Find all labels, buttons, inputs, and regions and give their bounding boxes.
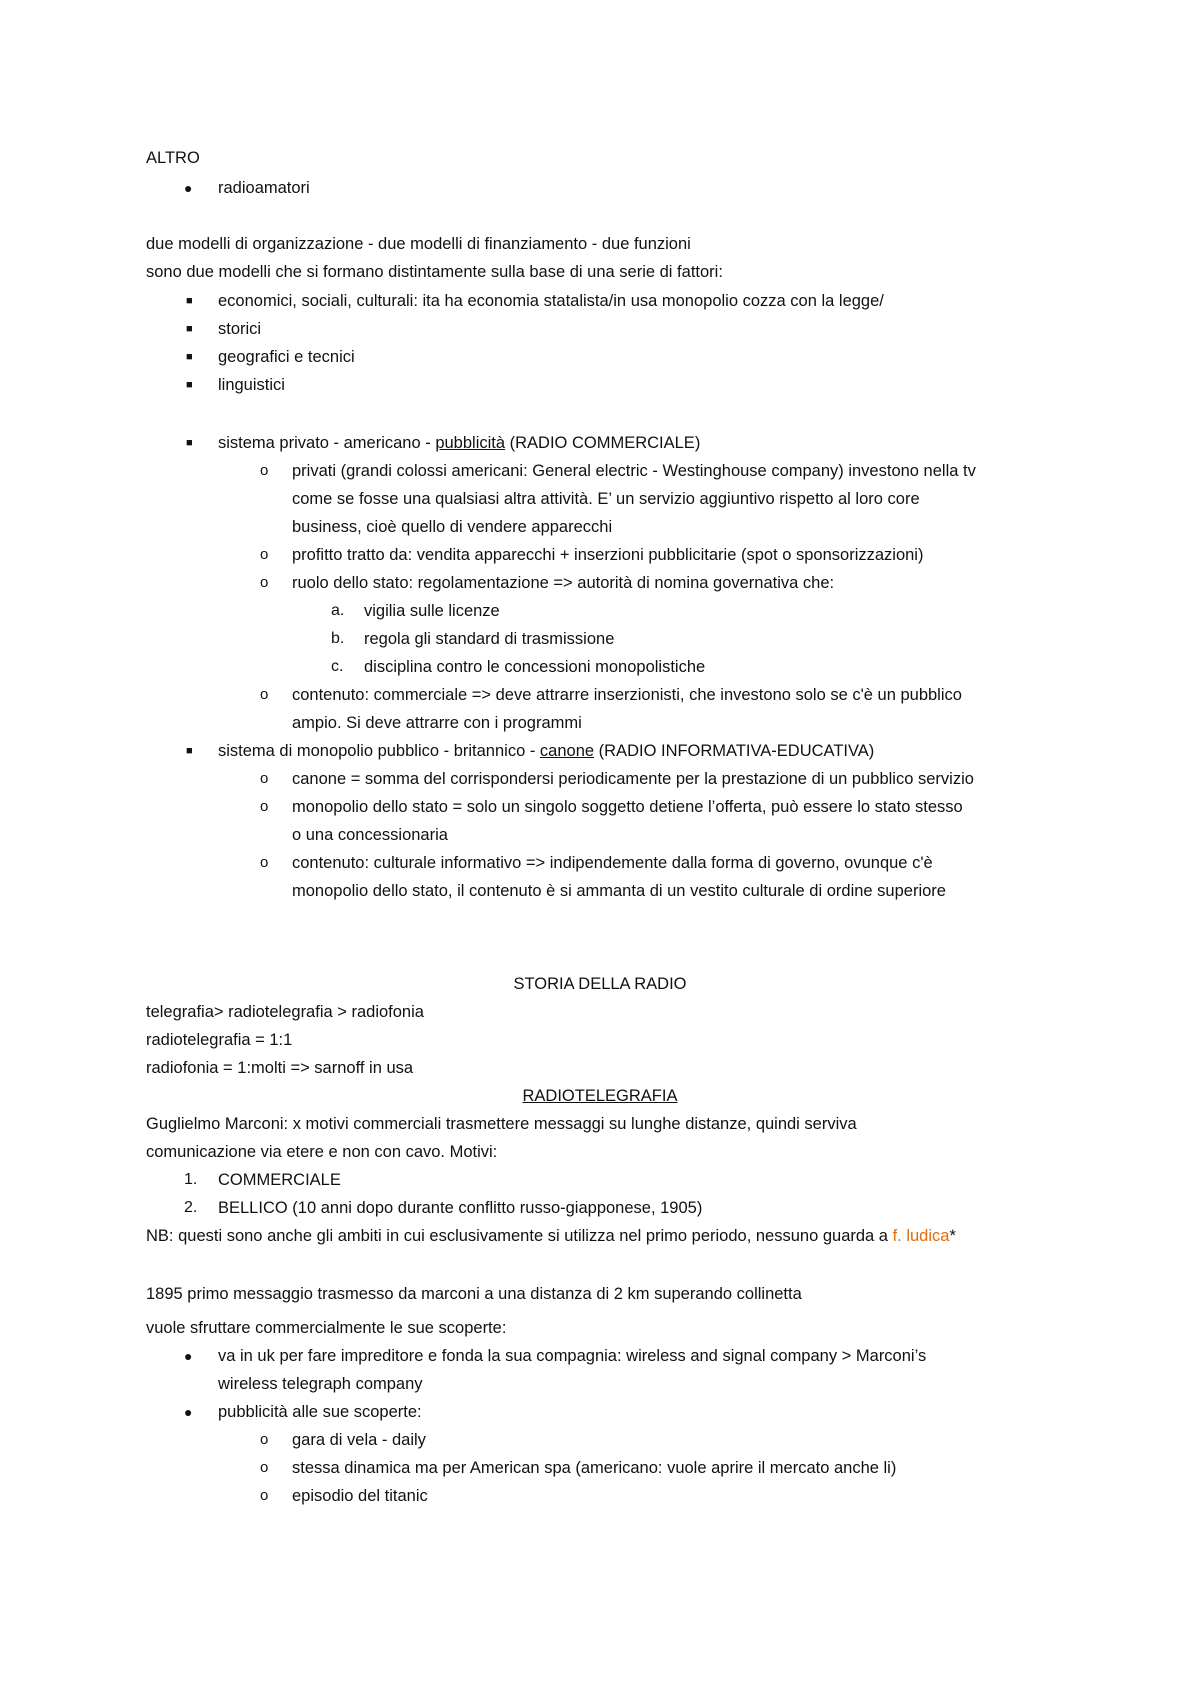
list-item-continuation: o una concessionaria <box>292 826 448 844</box>
paragraph: telegrafia> radiotelegrafia > radiofonia <box>146 1003 424 1021</box>
list-item: contenuto: commerciale => deve attrarre inserzionisti, che investono solo se c'è un pubblico <box>292 686 962 704</box>
bullet-square: ■ <box>186 323 193 335</box>
text-run: sistema privato - americano - <box>218 434 436 452</box>
list-item-sistema-privato <box>218 433 700 453</box>
section-heading: STORIA DELLA RADIO <box>513 975 687 993</box>
underlined-term: canone <box>539 742 595 760</box>
paragraph: vuole sfruttare commercialmente le sue scoperte: <box>146 1319 507 1337</box>
list-letter: c. <box>331 658 344 675</box>
paragraph: Guglielmo Marconi: x motivi commerciali trasmettere messaggi su lunghe distanze, quindi serviva <box>146 1115 857 1133</box>
nb-note <box>146 1226 956 1246</box>
bullet-disc: ● <box>184 1404 193 1420</box>
list-item: contenuto: culturale informativo => indipendemente dalla forma di governo, ovunque c'è <box>292 854 933 872</box>
bullet-square: ■ <box>186 295 193 307</box>
list-item-continuation: ampio. Si deve attrarre con i programmi <box>292 714 582 732</box>
paragraph: comunicazione via etere e non con cavo. Motivi: <box>146 1143 498 1161</box>
list-item: disciplina contro le concessioni monopolistiche <box>364 658 706 676</box>
bullet-circle: o <box>260 1487 269 1504</box>
list-item: gara di vela - daily <box>292 1431 426 1449</box>
bullet-circle: o <box>260 686 269 703</box>
list-item: va in uk per fare impreditore e fonda la sua compagnia: wireless and signal company > Marconi’s <box>218 1347 927 1365</box>
bullet-square: ■ <box>186 379 193 391</box>
bullet-circle: o <box>260 1431 269 1448</box>
bullet-disc: ● <box>184 1348 193 1364</box>
list-item: ruolo dello stato: regolamentazione => autorità di nomina governativa che: <box>292 574 835 592</box>
bullet-circle: o <box>260 770 269 787</box>
list-item: geografici e tecnici <box>218 348 355 366</box>
bullet-disc: ● <box>184 180 193 196</box>
text-run: * <box>949 1227 956 1245</box>
bullet-circle: o <box>260 462 269 479</box>
list-item: vigilia sulle licenze <box>364 602 500 620</box>
bullet-square: ■ <box>186 437 193 449</box>
highlighted-term: f. ludica <box>892 1227 950 1245</box>
list-item: privati (grandi colossi americani: General electric - Westinghouse company) investono nella tv <box>292 462 976 480</box>
list-number: 2. <box>184 1199 198 1216</box>
paragraph: radiotelegrafia = 1:1 <box>146 1031 293 1049</box>
list-item: economici, sociali, culturali: ita ha economia statalista/in usa monopolio cozza con la legge/ <box>218 292 884 310</box>
bullet-circle: o <box>260 798 269 815</box>
text-run: (RADIO COMMERCIALE) <box>505 434 701 452</box>
bullet-circle: o <box>260 1459 269 1476</box>
list-letter: a. <box>331 602 345 619</box>
bullet-square: ■ <box>186 351 193 363</box>
list-item: monopolio dello stato = solo un singolo soggetto detiene l’offerta, può essere lo stato stesso <box>292 798 963 816</box>
list-item: COMMERCIALE <box>218 1171 341 1189</box>
list-item: stessa dinamica ma per American spa (americano: vuole aprire il mercato anche li) <box>292 1459 897 1477</box>
list-item: profitto tratto da: vendita apparecchi + inserzioni pubblicitarie (spot o sponsorizzazioni) <box>292 546 924 564</box>
bullet-circle: o <box>260 574 269 591</box>
bullet-square: ■ <box>186 745 193 757</box>
paragraph: due modelli di organizzazione - due modelli di finanziamento - due funzioni <box>146 235 691 253</box>
underlined-term: pubblicità <box>435 434 506 452</box>
paragraph: sono due modelli che si formano distintamente sulla base di una serie di fattori: <box>146 263 723 281</box>
list-item: BELLICO (10 anni dopo durante conflitto russo-giapponese, 1905) <box>218 1199 703 1217</box>
bullet-circle: o <box>260 854 269 871</box>
list-item: radioamatori <box>218 179 310 197</box>
list-number: 1. <box>184 1171 198 1188</box>
text-run: (RADIO INFORMATIVA-EDUCATIVA) <box>594 742 875 760</box>
list-item-continuation: wireless telegraph company <box>218 1375 423 1393</box>
list-item: pubblicità alle sue scoperte: <box>218 1403 422 1421</box>
list-item-continuation: business, cioè quello di vendere apparecchi <box>292 518 613 536</box>
bullet-circle: o <box>260 546 269 563</box>
list-item: linguistici <box>218 376 285 394</box>
section-heading: ALTRO <box>146 149 200 167</box>
list-item-continuation: come se fosse una qualsiasi altra attività. E’ un servizio aggiuntivo rispetto al loro core <box>292 490 920 508</box>
list-item: canone = somma del corrispondersi periodicamente per la prestazione di un pubblico servizio <box>292 770 974 788</box>
text-run: sistema di monopolio pubblico - britannico - <box>218 742 540 760</box>
list-item-continuation: monopolio dello stato, il contenuto è si ammanta di un vestito culturale di ordine superiore <box>292 882 946 900</box>
paragraph: radiofonia = 1:molti => sarnoff in usa <box>146 1059 414 1077</box>
list-item: episodio del titanic <box>292 1487 428 1505</box>
list-letter: b. <box>331 630 345 647</box>
list-item: storici <box>218 320 262 338</box>
subheading: RADIOTELEGRAFIA <box>522 1087 678 1105</box>
list-item-sistema-pubblico <box>218 741 874 761</box>
paragraph: 1895 primo messaggio trasmesso da marconi a una distanza di 2 km superando collinetta <box>146 1285 802 1303</box>
list-item: regola gli standard di trasmissione <box>364 630 615 648</box>
text-run: NB: questi sono anche gli ambiti in cui esclusivamente si utilizza nel primo periodo, nessuno guarda a <box>146 1227 893 1245</box>
